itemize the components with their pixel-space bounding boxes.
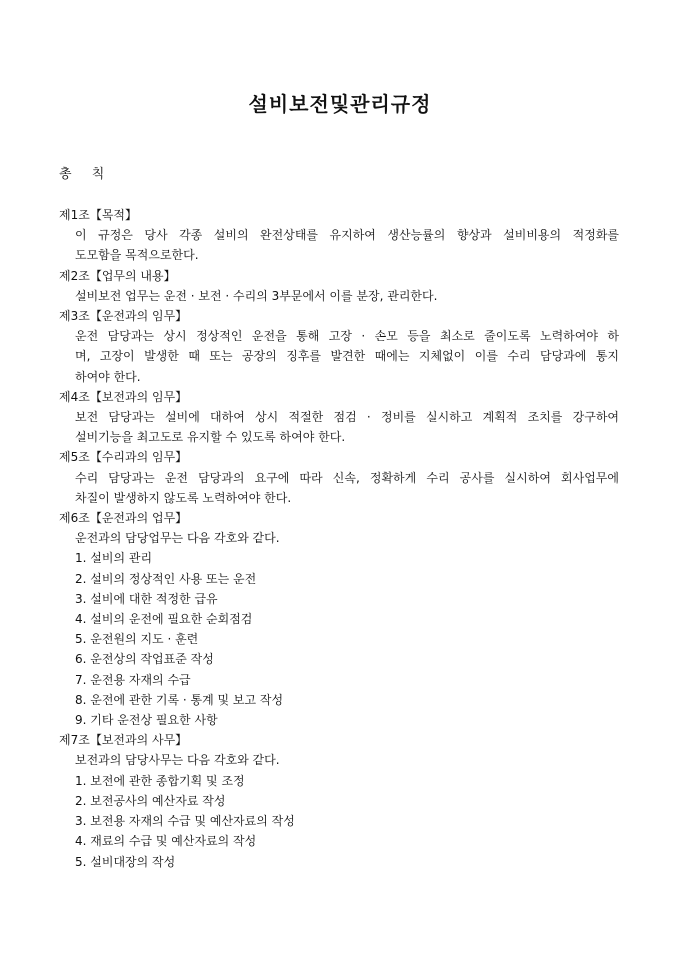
article-body-line: 수리 담당과는 운전 담당과의 요구에 따라 신속, 정확하게 수리 공사를 실시하여 회사업무에 bbox=[75, 470, 619, 485]
chapter-heading: 총 칙 bbox=[59, 167, 113, 182]
article-heading: 제2조【업무의 내용】 bbox=[59, 268, 176, 283]
articles-container bbox=[59, 205, 619, 872]
article-body-line: 설비보전 업무는 운전 · 보전 · 수리의 3부문에서 이를 분장, 관리한다. bbox=[75, 288, 438, 303]
article-body-line: 운전과의 담당업무는 다음 각호와 같다. bbox=[75, 531, 280, 546]
list-item: 3. 보전용 자재의 수급 및 예산자료의 작성 bbox=[75, 814, 295, 829]
article-body-line: 보전과의 담당사무는 다음 각호와 같다. bbox=[75, 753, 280, 768]
list-item: 1. 보전에 관한 종합기획 및 조정 bbox=[75, 773, 245, 788]
article-heading: 제3조【운전과의 임무】 bbox=[59, 309, 188, 324]
list-item: 7. 운전용 자재의 수급 bbox=[75, 672, 191, 687]
list-item: 6. 운전상의 작업표준 작성 bbox=[75, 652, 214, 667]
article-heading: 제1조【목적】 bbox=[59, 208, 138, 222]
article-body-line: 운전 담당과는 상시 정상적인 운전을 통해 고장 · 손모 등을 최소로 줄이도록 노력하여야 하 bbox=[75, 329, 619, 344]
article-heading: 제6조【운전과의 업무】 bbox=[59, 511, 188, 526]
article-heading: 제4조【보전과의 임무】 bbox=[59, 389, 188, 404]
article-body-line: 보전 담당과는 설비에 대하여 상시 적절한 점검 · 정비를 실시하고 계획적 조치를 강구하여 bbox=[75, 410, 619, 425]
list-item: 9. 기타 운전상 필요한 사항 bbox=[75, 713, 218, 728]
document-title: 설비보전및관리규정 bbox=[248, 92, 432, 116]
list-item: 5. 설비대장의 작성 bbox=[75, 854, 176, 869]
article-body-line: 하여야 한다. bbox=[75, 369, 141, 384]
list-item: 8. 운전에 관한 기록 · 통계 및 보고 작성 bbox=[75, 692, 284, 707]
article-heading: 제5조【수리과의 임무】 bbox=[59, 450, 188, 465]
list-item: 4. 설비의 운전에 필요한 순회점검 bbox=[75, 612, 253, 627]
article-body-line: 며, 고장이 발생한 때 또는 공장의 징후를 발견한 때에는 지체없이 이를 수리 담당과에 통지 bbox=[75, 349, 619, 364]
article-body-line: 이 규정은 당사 각종 설비의 완전상태를 유지하여 생산능률의 향상과 설비비용의 적정화를 bbox=[75, 228, 619, 243]
list-item: 4. 재료의 수급 및 예산자료의 작성 bbox=[75, 834, 257, 849]
list-item: 2. 설비의 정상적인 사용 또는 운전 bbox=[75, 571, 257, 586]
article-body-line: 설비기능을 최고도로 유지할 수 있도록 하여야 한다. bbox=[75, 430, 346, 445]
list-item: 5. 운전원의 지도 · 훈련 bbox=[75, 632, 199, 647]
list-item: 3. 설비에 대한 적정한 급유 bbox=[75, 591, 218, 606]
list-item: 2. 보전공사의 예산자료 작성 bbox=[75, 793, 226, 808]
article-heading: 제7조【보전과의 사무】 bbox=[59, 733, 188, 748]
article-body-line: 차질이 발생하지 않도록 노력하여야 한다. bbox=[75, 490, 292, 505]
article-body-line: 도모함을 목적으로한다. bbox=[75, 248, 199, 263]
list-item: 1. 설비의 관리 bbox=[75, 551, 153, 566]
